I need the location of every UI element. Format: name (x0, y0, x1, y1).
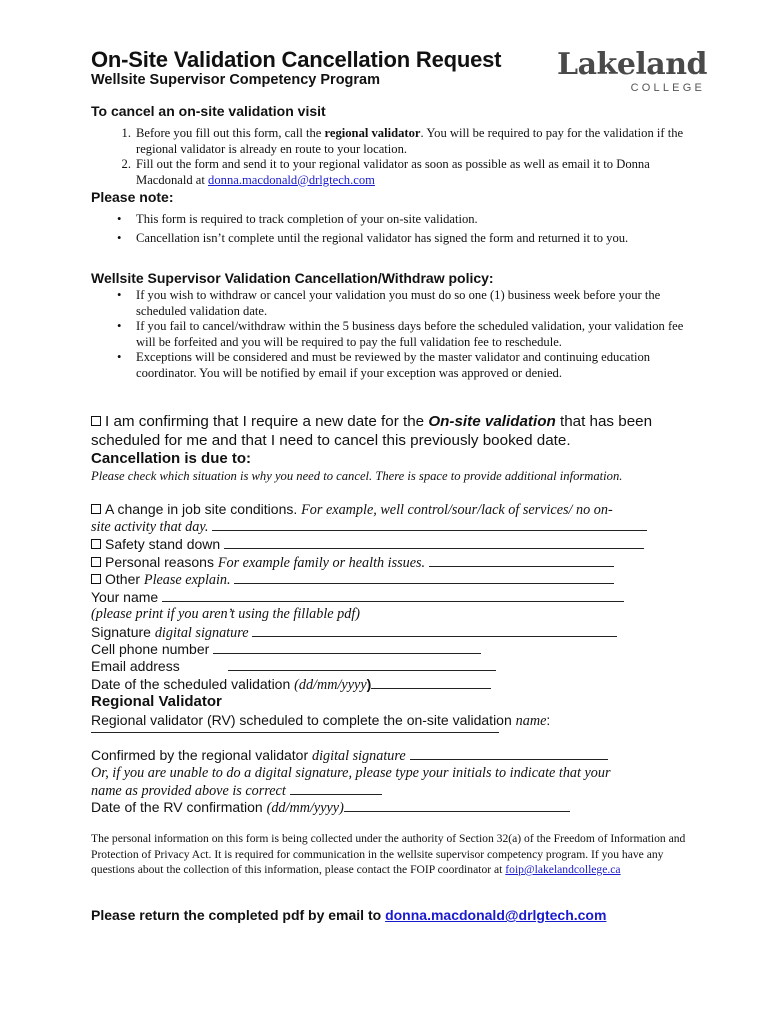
reason-option-personal (91, 554, 614, 573)
rv-scheduled-label: Regional validator (RV) scheduled to complete the on-site validation (91, 712, 512, 728)
confirm-emphasis: On-site validation (428, 413, 556, 430)
signature-row (91, 624, 617, 643)
your-name-label: Your name (91, 589, 159, 605)
list-item (91, 126, 691, 157)
policy-text: If you fail to cancel/withdraw within the 5 business days before the scheduled validation, your validation fee will be forfeited and you will be required to pay the full validation fee to reschedule. (136, 319, 684, 349)
step-number: 1. (121, 126, 131, 140)
reason-heading: Cancellation is due to: (91, 450, 252, 467)
note-text: This form is required to track completion of your on-site validation. (136, 212, 478, 226)
rv-signature-hint: digital signature (312, 748, 406, 764)
date-format-hint: (dd/mm/yyyy (294, 677, 367, 693)
bullet-icon: • (117, 350, 122, 365)
bullet-icon: • (117, 288, 122, 302)
jobsite-detail-field[interactable] (212, 519, 647, 531)
scheduled-date-field[interactable] (371, 677, 491, 689)
rv-colon: : (546, 712, 551, 728)
list-item (91, 212, 691, 228)
signature-hint: digital signature (154, 625, 249, 641)
your-name-field[interactable] (162, 590, 624, 602)
rv-date-field[interactable] (344, 800, 570, 812)
list-item (91, 350, 691, 381)
rv-date-format: (dd/mm/yyyy) (266, 800, 344, 816)
option-label: Safety stand down (105, 536, 221, 552)
list-item (91, 288, 691, 319)
jobsite-checkbox[interactable] (91, 504, 101, 514)
cell-field[interactable] (213, 642, 481, 654)
option-example: Please explain. (143, 572, 231, 588)
other-checkbox[interactable] (91, 574, 101, 584)
other-detail-field[interactable] (234, 572, 614, 584)
option-label: A change in job site conditions. (105, 501, 298, 517)
list-item (91, 319, 691, 350)
reason-option-other (91, 571, 614, 590)
rv-date-row (91, 799, 570, 818)
step-number: 2. (121, 157, 131, 172)
option-example: For example, well control/sour/lack of services/ no on- (301, 502, 613, 518)
policy-list (91, 288, 691, 382)
jobsite-detail-row (91, 519, 647, 537)
step-bold: regional validator (324, 126, 421, 140)
list-item (91, 157, 691, 188)
confirm-text: that has been scheduled for me and that I need to cancel this previously booked date. (91, 413, 653, 449)
signature-label: Signature (91, 624, 151, 640)
scheduled-date-label: Date of the scheduled validation (91, 676, 291, 692)
list-item (91, 231, 691, 247)
rv-name-hint: name (515, 713, 547, 729)
foip-email-link[interactable]: foip@lakelandcollege.ca (505, 863, 621, 876)
return-text: Please return the completed pdf by email to (91, 907, 382, 923)
option-label: Other (105, 571, 141, 587)
email-label: Email address (91, 658, 180, 674)
option-label: Personal reasons (105, 554, 214, 570)
return-email-link[interactable]: donna.macdonald@drlgtech.com (385, 907, 607, 923)
lakeland-logo (557, 47, 709, 94)
privacy-text: The personal information on this form is being collected under the authority of Section 32(a) of the Freedom of Information and Protection of Privacy Act. It is required for communication in the wellsite supervisor competency program. If you have any questions about the collection of this information, please contact the FOIP coordinator at (91, 832, 686, 876)
confirm-statement (91, 412, 691, 450)
rv-initials-text: name as provided above is correct (91, 783, 286, 799)
personal-detail-field[interactable] (429, 555, 614, 567)
donna-email-link[interactable]: donna.macdonald@drlgtech.com (208, 172, 375, 187)
rv-name-field[interactable] (91, 732, 499, 733)
note-heading: Please note: (91, 189, 174, 205)
rv-confirmed-row (91, 747, 608, 766)
step-text: Before you fill out this form, call the (136, 126, 325, 140)
privacy-notice (91, 831, 691, 878)
return-instruction (91, 907, 606, 923)
cell-label: Cell phone number (91, 641, 210, 657)
reason-instruction: Please check which situation is why you need to cancel. There is space to provide additional information. (91, 469, 623, 483)
logo-wordmark: Lakeland (557, 47, 708, 82)
rv-heading: Regional Validator (91, 693, 222, 710)
rv-signature-field[interactable] (410, 748, 608, 760)
confirm-text: I am confirming that I require a new date for the (105, 413, 429, 430)
email-field[interactable] (228, 659, 496, 671)
step-text: . You will be required to pay for the validation if the regional validator is already en route to your location. (136, 126, 684, 156)
bullet-icon: • (117, 319, 122, 334)
cancel-steps (91, 126, 691, 188)
option-example: For example family or health issues. (217, 555, 426, 571)
email-row (91, 658, 496, 676)
note-text: Cancellation isn’t complete until the regional validator has signed the form and returned it to you. (136, 230, 629, 245)
rv-initials-text: Or, if you are unable to do a digital signature, please type your initials to indicate that your (91, 765, 611, 781)
logo-subtext: COLLEGE (630, 82, 705, 94)
policy-text: Exceptions will be considered and must be reviewed by the master validator and continuing education coordinator. You will be notified by email if your exception was approved or denied. (136, 350, 651, 380)
rv-scheduled-row (91, 712, 550, 731)
scheduled-date-row (91, 676, 491, 695)
your-name-row (91, 589, 624, 607)
rv-date-label: Date of the RV confirmation (91, 799, 263, 815)
rv-confirmed-label: Confirmed by the regional validator (91, 747, 309, 763)
policy-heading: Wellsite Supervisor Validation Cancellation/Withdraw policy: (91, 270, 494, 286)
personal-checkbox[interactable] (91, 557, 101, 567)
page-title: On-Site Validation Cancellation Request (91, 47, 502, 72)
cancel-heading: To cancel an on-site validation visit (91, 103, 326, 119)
date-format-close: ) (366, 676, 372, 692)
print-note: (please print if you aren’t using the fillable pdf) (91, 606, 360, 622)
cell-row (91, 641, 481, 659)
step-text: Fill out the form and send it to your regional validator as soon as possible as well as email it to Donna Macdonald at (136, 157, 650, 187)
rv-initials-field[interactable] (290, 783, 382, 795)
reason-option-safety (91, 536, 644, 554)
bullet-icon: • (117, 212, 122, 226)
page-subtitle: Wellsite Supervisor Competency Program (91, 72, 381, 88)
safety-detail-field[interactable] (224, 537, 644, 549)
bullet-icon: • (117, 230, 122, 245)
confirm-checkbox[interactable] (91, 416, 101, 426)
policy-text: If you wish to withdraw or cancel your validation you must do so one (1) business week before your the scheduled validation date. (136, 288, 661, 318)
note-list (91, 212, 691, 246)
rv-initials-row (91, 782, 382, 800)
reason-option-jobsite (91, 501, 613, 520)
safety-checkbox[interactable] (91, 539, 101, 549)
option-example: site activity that day. (91, 519, 209, 535)
signature-field[interactable] (252, 625, 617, 637)
